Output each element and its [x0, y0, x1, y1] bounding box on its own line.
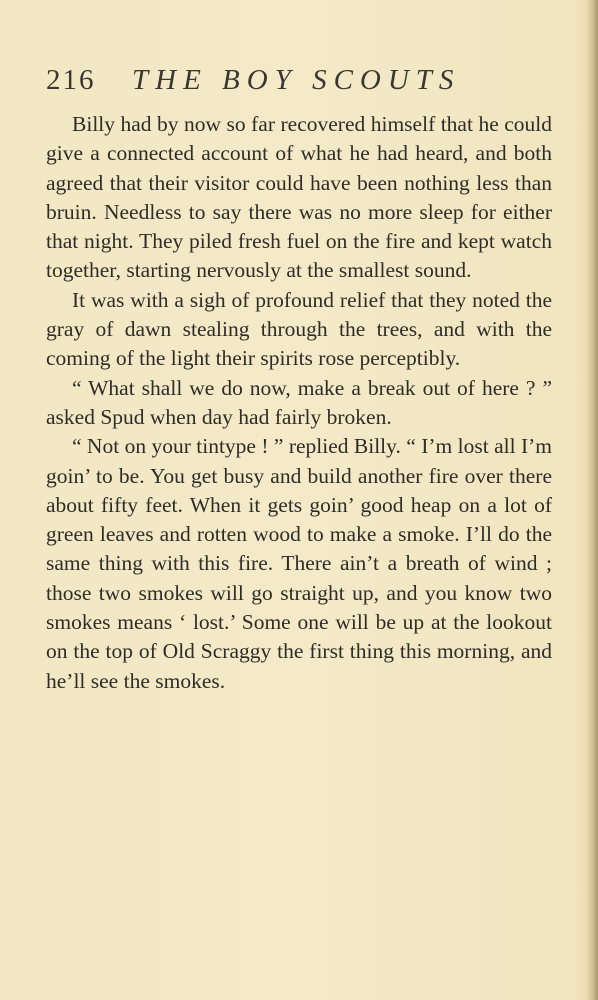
body-text — [46, 110, 552, 696]
running-head — [46, 64, 546, 104]
paragraph: Billy had by now so far recovered himself that he could give a connected account of what he had heard, and both agreed that their visitor could have been nothing less than bruin. Needless to say there was no more sleep for either that night. They piled fresh fuel on the fire and kept watch together, starting nervously at the smallest sound. — [46, 112, 552, 283]
page-edge-shadow — [586, 0, 598, 1000]
paragraph: It was with a sigh of profound relief that they noted the gray of dawn stealing through the trees, and with the coming of the light their spirits rose perceptibly. — [46, 287, 552, 371]
running-head-title: THE BOY SCOUTS — [132, 64, 461, 96]
paragraph: “ Not on your tintype ! ” replied Billy. “ I’m lost all I’m goin’ to be. You get busy and build another fire over there about fifty feet. When it gets goin’ good heap on a lot of green leaves and rotten wood to make a smoke. I’ll do the same thing with this fire. There ain’t a breath of wind ; those two smokes will go straight up, and you know two smokes means ‘ lost.’ Some one will be up at the lookout on the top of Old Scraggy the first thing this morning, and he’ll see the smokes. — [46, 434, 552, 693]
paragraph: “ What shall we do now, make a break out of here ? ” asked Spud when day had fairly broken. — [46, 375, 552, 429]
page-number: 216 — [46, 64, 96, 96]
